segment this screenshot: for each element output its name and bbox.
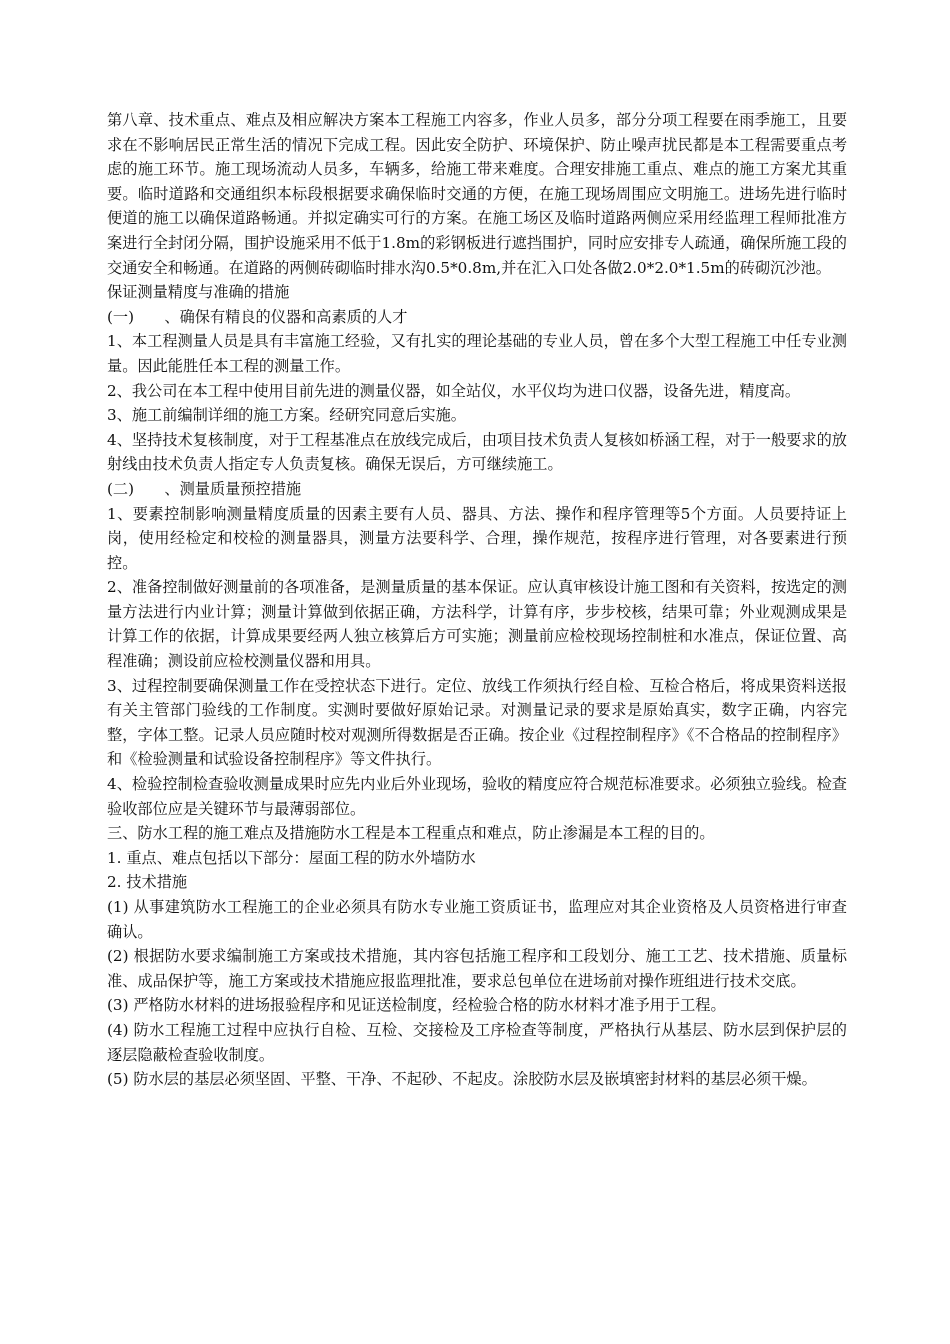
subsection-heading-1: (一) 、确保有精良的仪器和高素质的人才	[107, 307, 408, 326]
paragraph-item: 4、检验控制检查验收测量成果时应先内业后外业现场，验收的精度应符合规范标准要求。必须独立验线。检查验收部位应是关键环节与最薄弱部位。	[107, 775, 847, 818]
document-page	[107, 108, 847, 1092]
paragraph-item: 1、本工程测量人员是具有丰富施工经验，又有扎实的理论基础的专业人员，曾在多个大型工程施工中任专业测量。因此能胜任本工程的测量工作。	[107, 332, 847, 375]
paragraph-item: 3、施工前编制详细的施工方案。经研究同意后实施。	[107, 406, 466, 425]
subsection-heading-tech: 2. 技术措施	[107, 873, 188, 892]
paragraph-item: 3、过程控制要确保测量工作在受控状态下进行。定位、放线工作须执行经自检、互检合格后，将成果资料送报有关主管部门验线的工作制度。实测时要做好原始记录。对测量记录的要求是原始真实，数字正确，内容完整，字体工整。记录人员应随时校对观测所得数据是否正确。按企业《过程控制程序》《不合格品的控制程序》和《检验测量和试验设备控制程序》等文件执行。	[107, 676, 847, 769]
section-heading-measurement: 保证测量精度与准确的措施	[107, 283, 290, 302]
paragraph-item: (3) 严格防水材料的进场报验程序和见证送检制度，经检验合格的防水材料才准予用于工程。	[107, 996, 726, 1015]
paragraph-item: 4、坚持技术复核制度，对于工程基准点在放线完成后，由项目技术负责人复核如桥涵工程，对于一般要求的放射线由技术负责人指定专人负责复核。确保无误后，方可继续施工。	[107, 430, 847, 474]
section-heading-waterproof: 三、防水工程的施工难点及措施防水工程是本工程重点和难点，防止渗漏是本工程的目的。	[107, 824, 715, 843]
paragraph-item: (4) 防水工程施工过程中应执行自检、互检、交接检及工序检查等制度，严格执行从基层、防水层到保护层的逐层隐蔽检查验收制度。	[107, 1020, 847, 1064]
paragraph-item: 2、准备控制做好测量前的各项准备，是测量质量的基本保证。应认真审核设计施工图和有关资料，按选定的测量方法进行内业计算；测量计算做到依据正确，方法科学，计算有序，步步校核，结果可靠；外业观测成果是计算工作的依据，计算成果要经两人独立核算后方可实施；测量前应检校现场控制桩和水准点，保证位置、高程准确；测设前应检校测量仪器和用具。	[107, 578, 847, 671]
subsection-heading-2: (二) 、测量质量预控措施	[107, 479, 302, 498]
paragraph-item: (2) 根据防水要求编制施工方案或技术措施，其内容包括施工程序和工段划分、施工工艺、技术措施、质量标准、成品保护等，施工方案或技术措施应报监理批准，要求总包单位在进场前对操作班组进行技术交底。	[107, 947, 847, 990]
paragraph-item: 2、我公司在本工程中使用目前先进的测量仪器，如全站仪，水平仪均为进口仪器，设备先进，精度高。	[107, 381, 801, 400]
paragraph-item: 1、要素控制影响测量精度质量的因素主要有人员、器具、方法、操作和程序管理等5个方面。人员要持证上岗，使用经检定和校检的测量器具，测量方法要科学、合理，操作规范，按程序进行管理，对各要素进行预控。	[107, 504, 847, 572]
paragraph-item: 1. 重点、难点包括以下部分：屋面工程的防水外墙防水	[107, 848, 476, 867]
paragraph-chapter-intro: 第八章、技术重点、难点及相应解决方案本工程施工内容多，作业人员多，部分分项工程要在雨季施工，且要求在不影响居民正常生活的情况下完成工程。因此安全防护、环境保护、防止噪声扰民都是本工程需要重点考虑的施工环节。施工现场流动人员多，车辆多，给施工带来难度。合理安排施工重点、难点的施工方案尤其重要。临时道路和交通组织本标段根据要求确保临时交通的方便，在施工现场周围应文明施工。进场先进行临时便道的施工以确保道路畅通。并拟定确实可行的方案。在施工场区及临时道路两侧应采用经监理工程师批准方案进行全封闭分隔，围护设施采用不低于1.8m的彩钢板进行遮挡围护，同时应安排专人疏通，确保所施工段的交通安全和畅通。在道路的两侧砖砌临时排水沟0.5*0.8m,并在汇入口处各做2.0*2.0*1.5m的砖砌沉沙池。	[107, 111, 847, 277]
paragraph-item: (1) 从事建筑防水工程施工的企业必须具有防水专业施工资质证书，监理应对其企业资格及人员资格进行审查确认。	[107, 898, 847, 941]
paragraph-item: (5) 防水层的基层必须坚固、平整、干净、不起砂、不起皮。涂胶防水层及嵌填密封材料的基层必须干燥。	[107, 1070, 817, 1089]
